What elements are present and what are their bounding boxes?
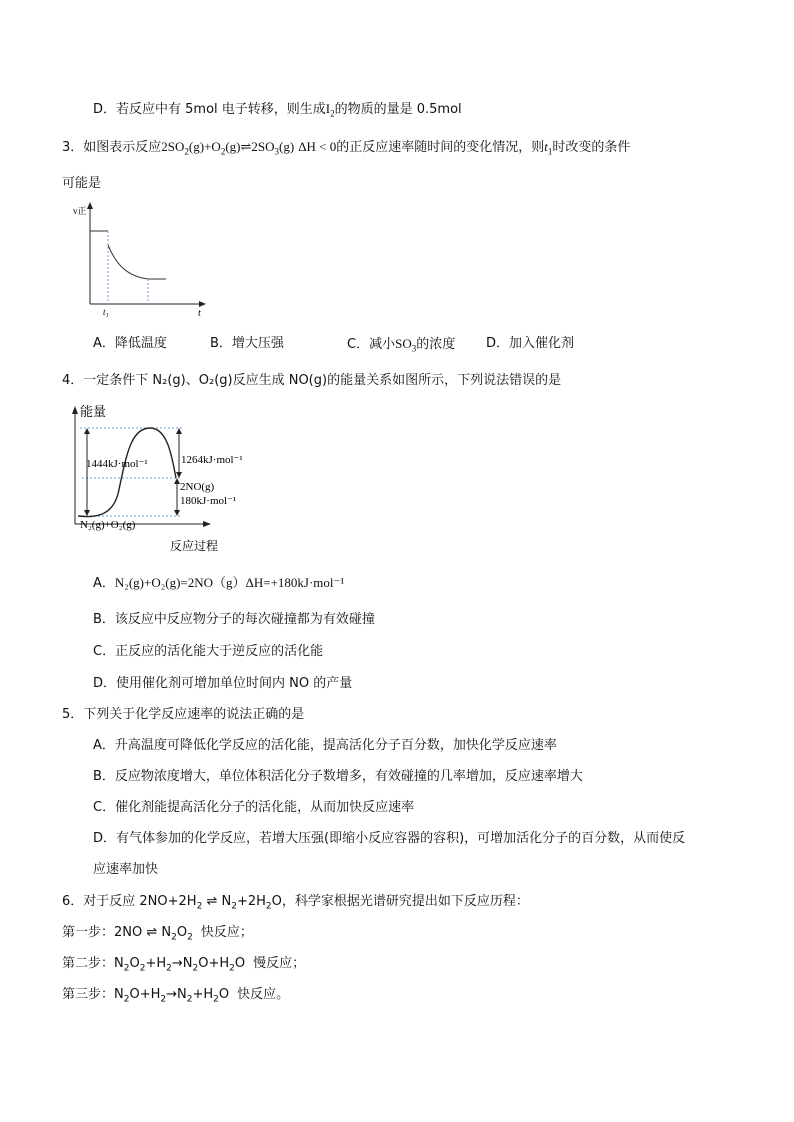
q3-option-a[interactable]: A．降低温度 (93, 336, 167, 351)
q3-option-c[interactable]: C．减小$SO_3$的浓度 (347, 336, 456, 354)
q5-option-d[interactable]: D．有气体参加的化学反应，若增大压强(即缩小反应容器的容积)，可增加活化分子的百分数，从而使反 (93, 831, 686, 846)
q2-option-d: D．若反应中有 5mol 电子转移，则生成$I_2$的物质的量是 0.5mol (93, 101, 462, 119)
label-reactant: N₂(g)+O₂(g) (80, 519, 136, 531)
q4-option-c[interactable]: C．正反应的活化能大于逆反应的活化能 (93, 644, 324, 659)
q4-energy-diagram (60, 398, 280, 558)
energy-curve (78, 428, 176, 517)
q6-stem: 6．对于反应 $2NO+2H_2$ ⇌ $N_2+2H_2O$，科学家根据光谱研究提出如下反应历程： (62, 894, 529, 912)
label-1444: 1444kJ·mol⁻¹ (86, 458, 148, 470)
q5-option-b[interactable]: B．反应物浓度增大，单位体积活化分子数增多，有效碰撞的几率增加，反应速率增大 (93, 769, 583, 784)
q3-option-d[interactable]: D．加入催化剂 (486, 336, 575, 351)
label-product: 2NO(g) (180, 481, 215, 493)
q6-step-2: 第二步：$N_2O_2+H_2\to N_2O+H_2O$ 慢反应； (62, 956, 306, 974)
energy-axis-arrow (72, 406, 78, 414)
x-axis-arrow (199, 301, 206, 307)
q5-option-a[interactable]: A．升高温度可降低化学反应的活化能，提高活化分子百分数，加快化学反应速率 (93, 738, 557, 753)
q3-stem: 3．如图表示反应$2SO_2(g)+O_2(g)\rightleftharpoons 2SO_3(g) \Delta H < 0$的正反应速率随时间的变化情况，则$t_1$时改变的条件 (62, 139, 631, 157)
q6-step-1: 第一步：2NO ⇌ $N_2O_2$ 快反应； (62, 925, 253, 943)
q4-stem: 4．一定条件下 N₂(g)、O₂(g)反应生成 NO(g)的能量关系如图所示，下列说法错误的是 (62, 373, 562, 388)
q3-equation: $2SO_2(g)+O_2(g)\rightleftharpoons 2SO_3(g)$ (161, 139, 295, 157)
q4-option-d[interactable]: D．使用催化剂可增加单位时间内 NO 的产量 (93, 676, 353, 691)
q6-step-3: 第三步：$N_2O+H_2\to N_2+H_2O$ 快反应。 (62, 987, 290, 1005)
label-1264: 1264kJ·mol⁻¹ (181, 454, 243, 466)
process-axis-arrow (203, 521, 211, 527)
label-180: 180kJ·mol⁻¹ (180, 495, 237, 507)
energy-axis-label: 能量 (80, 405, 107, 420)
process-axis-label: 反应过程 (170, 539, 219, 553)
y-axis-arrow (87, 202, 93, 209)
t1-label: t₁ (103, 307, 109, 317)
q4-option-a[interactable]: A．N₂(g)+O₂(g)=2NO（g）ΔH=+180kJ·mol⁻¹ (93, 575, 345, 591)
q5-option-d-cont: 应速率加快 (93, 862, 159, 877)
q4-option-b[interactable]: B．该反应中反应物分子的每次碰撞都为有效碰撞 (93, 612, 375, 627)
q3-rate-graph (70, 200, 210, 320)
x-axis-label: t (198, 308, 201, 319)
q5-option-c[interactable]: C．催化剂能提高活化分子的活化能，从而加快反应速率 (93, 800, 415, 815)
q3-stem-line2: 可能是 (62, 176, 102, 191)
q5-stem: 5．下列关于化学反应速率的说法正确的是 (62, 707, 305, 722)
rate-curve (108, 245, 148, 279)
q3-option-b[interactable]: B．增大压强 (210, 336, 284, 351)
y-axis-label: v正 (73, 206, 87, 216)
